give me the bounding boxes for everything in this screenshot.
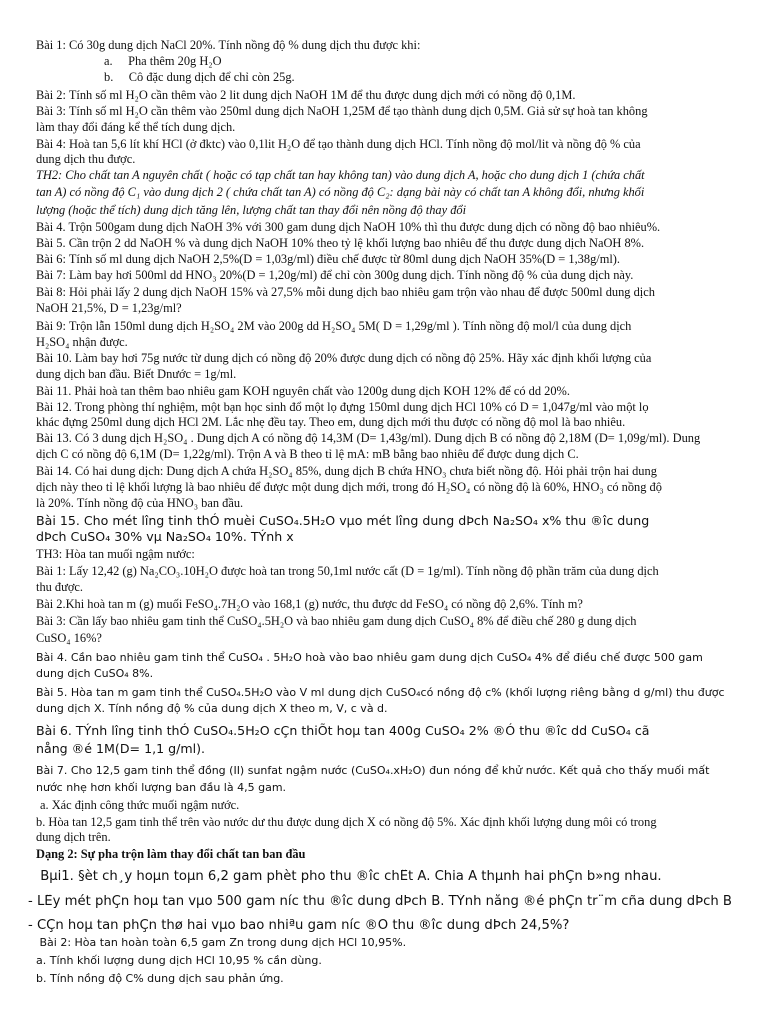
text-line: Bài 8: Hỏi phải lấy 2 dung dịch NaOH 15% và 27,5% mỗi dung dịch bao nhiêu gam trộn vào nhau để được 500ml dung dịch (36, 285, 655, 299)
text-line: Bài 6. TÝnh lîng tinh thÓ CuSO₄.5H₂O cÇn thiÕt hoµ tan 400g CuSO₄ 2% ®Ó thu ®îc dd CuSO₄ cã (36, 723, 650, 738)
text-line: a. Pha thêm 20g H₂O (104, 54, 222, 68)
text-line: Bài 3: Cần lấy bao nhiêu gam tinh thể CuSO₄.5H₂O và bao nhiêu gam dung dịch CuSO₄ 8% để điều chế 280 g dung dịch (36, 614, 637, 628)
text-line: a. Xác định công thức muối ngậm nước. (40, 798, 240, 812)
text-line: Bài 4. Cần bao nhiêu gam tinh thể CuSO₄ . 5H₂O hoà vào bao nhiêu gam dung dịch CuSO₄ 4% để điều chế được 500 gam (36, 651, 703, 664)
text-line: Bài 12. Trong phòng thí nghiệm, một bạn học sinh đổ một lọ đựng 150ml dung dịch HCl 10% có D = 1,047g/ml vào một lọ (36, 400, 649, 414)
text-line: Bài 9: Trộn lẫn 150ml dung dịch H₂SO₄ 2M vào 200g dd H₂SO₄ 5M( D = 1,29g/ml ). Tính nồng độ mol/l của dung dịch (36, 319, 632, 333)
text-line: Bài 2: Hòa tan hoàn toàn 6,5 gam Zn trong dung dịch HCl 10,95%. (36, 936, 407, 949)
text-line: Bài 7: Làm bay hơi 500ml dd HNO₃ 20%(D = 1,20g/ml) để chỉ còn 300g dung dịch. Tính nồng độ % của dung dịch này. (36, 268, 634, 282)
text-line: - CÇn hoµ tan phÇn thø hai vµo bao nhiªu gam níc ®Ó thu ®îc dung dÞch 24,5%? (28, 918, 570, 933)
text-line: nång ®é 1M(D= 1,1 g/ml). (36, 741, 206, 756)
text-line: nước nhẹ hơn khối lượng ban đầu là 4,5 gam. (36, 781, 287, 794)
text-line: lượng (hoặc thể tích) dung dịch tăng lên, lượng chất tan thay đổi nên nồng độ thay đổi (36, 203, 467, 217)
text-line: Bµi1. §èt ch¸y hoµn toµn 6,2 gam phèt pho thu ®îc chÊt A. Chia A thµnh hai phÇn b»ng nhau. (36, 869, 662, 884)
text-line: Bài 3: Tính số ml H₂O cần thêm vào 250ml dung dịch NaOH 1,25M để tạo thành dung dịch 0,5M. Giả sử sự hoà tan không (36, 104, 648, 118)
text-line: Bài 10. Làm bay hơi 75g nước từ dung dịch có nồng độ 20% được dung dịch có nồng độ 25%. Hãy xác định khối lượng của (36, 351, 652, 365)
text-line: tan A) có nồng độ C₁ vào dung dịch 2 ( chứa chất tan A) có nồng độ C₂: dạng bài này có chất tan A không đổi, nhưng khối (36, 185, 645, 199)
text-line: Bài 2: Tính số ml H₂O cần thêm vào 2 lit dung dịch NaOH 1M để thu được dung dịch mới có nồng độ 0,1M. (36, 88, 576, 102)
text-line: Bài 11. Phải hoà tan thêm bao nhiêu gam KOH nguyên chất vào 1200g dung dịch KOH 12% để có dd 20%. (36, 384, 570, 398)
text-line: H₂SO₄ nhận được. (36, 335, 128, 349)
text-line: Dạng 2: Sự pha trộn làm thay đổi chất tan ban đầu (36, 847, 306, 861)
text-line: dung dịch X. Tính nồng độ % của dung dịch X theo m, V, c và d. (36, 702, 388, 715)
text-line: Bài 1: Lấy 12,42 (g) Na₂CO₃.10H₂O được hoà tan trong 50,1ml nước cất (D = 1g/ml). Tính nồng độ phần trăm của dung dịch (36, 564, 659, 578)
text-line: là 20%. Tính nồng độ của HNO₃ ban đầu. (36, 496, 244, 510)
text-line: Bài 5. Cần trộn 2 dd NaOH % và dung dịch NaOH 10% theo tỷ lệ khối lượng bao nhiêu để thu được dung dịch NaOH 8%. (36, 236, 645, 250)
text-line: khác đựng 250ml dung dịch HCl 2M. Lắc nhẹ đều tay. Theo em, dung dịch mới thu được có nồng độ mol là bao nhiêu. (36, 415, 626, 429)
text-line: b. Hòa tan 12,5 gam tinh thể trên vào nước dư thu được dung dịch X có nồng độ 5%. Xác định khối lượng dung môi có trong (36, 815, 657, 829)
text-line: Bài 6: Tính số ml dung dịch NaOH 2,5%(D = 1,03g/ml) điều chế được từ 80ml dung dịch NaOH 35%(D = 1,38g/ml). (36, 252, 621, 266)
text-line: dịch này theo tỉ lệ khối lượng là bao nhiêu để được một dung dịch mới, trong đó H₂SO₄ có nồng độ là 60%, HNO₃ có nồng độ (36, 480, 662, 494)
text-line: làm thay đổi đáng kể thể tích dung dịch. (36, 120, 236, 134)
text-line: Bài 1: Có 30g dung dịch NaCl 20%. Tính nồng độ % dung dịch thu được khi: (36, 38, 421, 52)
text-line: NaOH 21,5%, D = 1,23g/ml? (36, 301, 182, 315)
text-line: dung dịch CuSO₄ 8%. (36, 667, 154, 680)
text-line: Bài 2.Khi hoà tan m (g) muối FeSO₄.7H₂O vào 168,1 (g) nước, thu được dd FeSO₄ có nồng độ 2,6%. Tính m? (36, 597, 583, 611)
text-line: Bài 7. Cho 12,5 gam tinh thể đồng (II) sunfat ngậm nước (CuSO₄.xH₂O) đun nóng để khử nước. Kết quả cho thấy muối mất (36, 764, 710, 777)
text-line: thu được. (36, 580, 83, 594)
text-line: Bài 5. Hòa tan m gam tinh thể CuSO₄.5H₂O vào V ml dung dịch CuSO₄có nồng độ c% (khối lượng riêng bằng d g/ml) thu được (36, 686, 725, 699)
text-line: b. Tính nồng độ C% dung dịch sau phản ứng. (36, 972, 284, 985)
text-line: dÞch CuSO₄ 30% vµ Na₂SO₄ 10%. TÝnh x (36, 529, 294, 544)
text-line: Bài 4: Hoà tan 5,6 lít khí HCl (ở đktc) vào 0,1lit H₂O để tạo thành dung dịch HCl. Tính nồng độ mol/lit và nồng độ % của (36, 137, 641, 151)
text-line: Bài 4. Trộn 500gam dung dịch NaOH 3% với 300 gam dung dịch NaOH 10% thì thu được dung dịch có nồng độ bao nhiêu%. (36, 220, 661, 234)
text-line: Bài 13. Có 3 dung dịch H₂SO₄ . Dung dịch A có nồng độ 14,3M (D= 1,43g/ml). Dung dịch B có nồng độ 2,18M (D= 1,09g/ml). Dung (36, 431, 701, 445)
text-line: - LÊy mét phÇn hoµ tan vµo 500 gam níc thu ®îc dung dÞch B. TÝnh nång ®é phÇn tr¨m cña dung dÞch B (28, 894, 732, 909)
text-line: TH3: Hòa tan muối ngậm nước: (36, 547, 195, 561)
text-line: b. Cô đặc dung dịch để chỉ còn 25g. (104, 70, 295, 84)
text-line: Bài 14. Có hai dung dịch: Dung dịch A chứa H₂SO₄ 85%, dung dịch B chứa HNO₃ chưa biết nồng độ. Hỏi phải trộn hai dung (36, 464, 657, 478)
text-line: TH2: Cho chất tan A nguyên chất ( hoặc có tạp chất tan hay không tan) vào dung dịch A, hoặc cho dung dịch 1 (chứa chất (36, 168, 645, 182)
text-line: dung dịch thu được. (36, 152, 136, 166)
text-line: CuSO₄ 16%? (36, 631, 102, 645)
text-line: dịch C có nồng độ 6,1M (D= 1,22g/ml). Trộn A và B theo tỉ lệ mA: mB bằng bao nhiêu để được dung dịch C. (36, 447, 579, 461)
text-line: a. Tính khối lượng dung dịch HCl 10,95 % cần dùng. (36, 954, 322, 967)
text-line: Bài 15. Cho mét lîng tinh thÓ muèi CuSO₄.5H₂O vµo mét lîng dung dÞch Na₂SO₄ x% thu ®îc dung (36, 513, 650, 528)
text-line: dung dịch trên. (36, 830, 111, 844)
text-line: dung dịch ban đầu. Biết Dnước = 1g/ml. (36, 367, 237, 381)
